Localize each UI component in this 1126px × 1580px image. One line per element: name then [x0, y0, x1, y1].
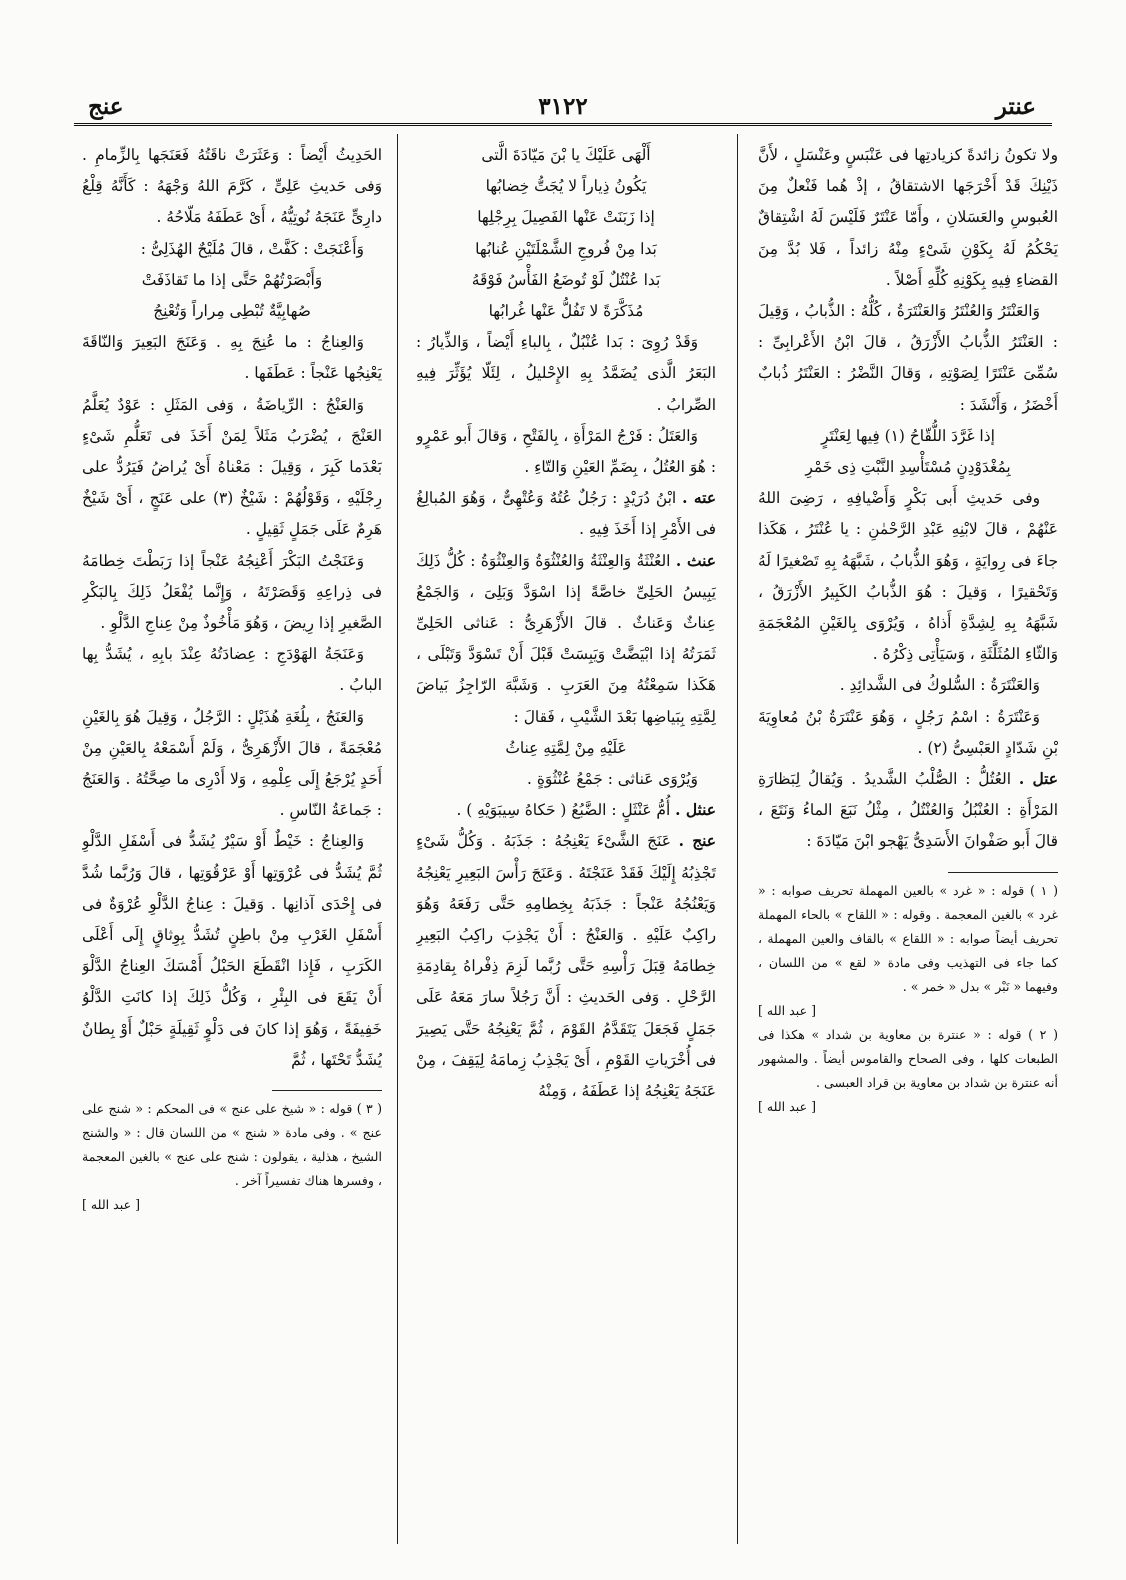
- header-rule: [74, 123, 1052, 126]
- column-right: [758, 140, 1058, 1540]
- verse-line: وَأَبْصَرْتُهُمْ حَتَّى إذا ما تَقاذَفَتْ: [141, 270, 323, 289]
- running-headword-right: عنتر: [995, 93, 1036, 120]
- verse-line: أَلْهَى عَلَيْكَ يا بْنَ مَيّادَةَ الَّتى: [481, 146, 651, 164]
- entry-text: العُنْثَةُ وَالعِنْثَةُ وَالعُنْثُوَةُ وَالعِنْثُوَةُ : كُلُّ ذَلِكَ يَبِيسُ الحَلِىِّ خاصَّةً إذا اسْوَدَّ وَبَلِىَ ، وَالجَمْعُ عِناثٌ وَعَناثٌ . قالَ الأَزْهَرِىُّ : عَناثى الحَلِىِّ ثَمَرَتُهُ إذا ابْيَضَّتْ وَيَبِسَتْ قَبْلَ أَنْ تَسْوَدَّ وَتَبْلَى ، هَكَذا سَمِعْتُهُ مِنَ العَرَبِ . وَشَبَّهَ الرّاجِزُ بَياضَ لِمَّتِهِ بِبَياضِها بَعْدَ الشَّيْبِ ، فَقالَ :: [416, 551, 716, 726]
- footnote: ( ٣ ) قوله : « شيخ على عنج » فى المحكم : « شنج على عنج » . وفى مادة « شنج » من اللسان قال : « والشنج الشيخ ، هذلية ، يقولون : شنج على عنج » بالغين المعجمة ، وفسرها هناك تفسيراً آخر .: [82, 1101, 382, 1189]
- running-headword-left: عنج: [88, 93, 124, 120]
- entry-headword: عته .: [682, 489, 716, 508]
- verse-line: بِمُغْدَوْدِنٍ مُسْتَأْسِدِ النَّبْتِ ذِى خَمْرِ: [805, 458, 1011, 477]
- paragraph: وَأَعْنَجَتْ : كَفَّتْ ، قالَ مُلَيْحٌ الهُذَلِىُّ :: [140, 239, 364, 258]
- footnote: ( ٢ ) قوله : « عنترة بن معاوية بن شداد » هكذا فى الطبعات كلها ، وفى الصحاح والقاموس أيضاً . والمشهور أنه عنترة بن شداد بن معاوية بن قراد العبسى .: [758, 1026, 1058, 1090]
- paragraph: وَعَنَجْتُ البَكْرَ أَعْنِجُهُ عَنْجاً إذا رَبَطْتَ خِطامَهُ فى ذِراعِهِ وَقَصَرْتَهُ ، وَإِنَّما يُفْعَلُ ذَلِكَ بِالبَكْرِ الصَّغيرِ إذا رِيضَ ، وَهُوَ مَأْخُوذٌ مِنْ عِناجِ الدَّلْوِ .: [82, 551, 382, 633]
- footnote-signature: [ عبد الله ]: [82, 1197, 141, 1213]
- dictionary-entry: [416, 483, 716, 545]
- entry-text: عَنَجَ الشَّىْءَ يَعْنِجُهُ : جَذَبَهُ . وَكُلُّ شَىْءٍ تَجْذِبُهُ إِلَيْكَ فَقَدْ عَنَجْتَهُ . وَعَنَجَ رَأْسَ البَعِيرِ يَعْنِجُهُ وَيَعْنُجُهُ عَنْجاً : جَذَبَهُ بِخِطامِهِ حَتَّى رَفَعَهُ وَهُوَ راكِبٌ عَلَيْهِ . وَالعَنْجُ : أَنْ يَجْذِبَ راكِبُ البَعِيرِ خِطامَهُ قِبَلَ رَأْسِهِ حَتَّى رُبَّما لَزِمَ ذِفْراهُ بِقادِمَةِ الرَّحْلِ . وَفى الحَديثِ : أَنَّ رَجُلاً سارَ مَعَهُ عَلَى جَمَلٍ فَجَعَلَ يَتَقَدَّمُ القَوْمَ ، ثُمَّ يَعْنِجُهُ حَتَّى يَصِيرَ فى أُخْرَياتِ القَوْمِ ، أَىْ يَجْذِبُ زِمامَهُ لِيَقِفَ ، مِنْ عَنَجَهُ يَعْنِجُهُ إذا عَطَفَهُ ، وَمِنْهُ: [416, 832, 716, 1101]
- paragraph: وَالعَنْتَرُ وَالعُنْتَرُ وَالعَنْتَرَةُ ، كُلُّهُ : الذُّبابُ ، وَقِيلَ : العَنْتَرُ الذُّبابُ الأَزْرَقُ ، قالَ ابْنُ الأَعْرابِىِّ : سُمِّىَ عَنْتَرًا لِصَوْتِهِ ، وَقالَ النَّضْرُ : العَنْتَرُ ذُبابٌ أَخْضَرُ ، وَأَنْشَدَ :: [758, 302, 1058, 414]
- dictionary-entry: [416, 546, 716, 733]
- page-header: [0, 0, 1126, 130]
- entry-text: أُمُّ عَنْثَلٍ : الضَّبُعُ ( حَكاهُ سِيبَوَيْهِ ) .: [456, 801, 671, 820]
- column-middle: [416, 140, 716, 1540]
- verse-line: بَدا مِنْ فُروجِ الشَّمْلَتَيْنِ عُنابُها: [475, 239, 657, 258]
- paragraph: وفى حَديثِ أَبى بَكْرٍ وَأَضْيافِهِ ، رَضِىَ اللهُ عَنْهُمْ ، قالَ لابْنِهِ عَبْدِ الرَّحْمٰنِ : يا عُنْتَرُ ، هَكَذا جاءَ فى رِوايَةٍ ، وَهُوَ الذُّبابُ ، شَبَّهَهُ بِهِ تَصْغيرًا لَهُ وَتَحْقيرًا ، وَقيلَ : هُوَ الذُّبابُ الكَبِيرُ الأَزْرَقُ ، شَبَّهَهُ بِهِ لِشِدَّةِ أَذاهُ ، وَيُرْوَى بِالغَيْنِ المُعْجَمَةِ وَالثّاءِ المُثَلَّثَةِ ، وَسَيَأْتِى ذِكْرُهُ .: [758, 489, 1058, 664]
- dictionary-entry: [758, 764, 1058, 858]
- entry-headword: عنثل .: [675, 801, 716, 820]
- paragraph: وَقَدْ رُوِىَ : بَدا عُنْبُلٌ ، بِالباءِ أَيْضاً ، وَالذِّيارُ : البَعَرُ الَّذى يُضَمَّدُ بِهِ الإِحْليلُ ، لِئَلّا يُؤَثِّرَ فِيهِ الصِّرابُ .: [416, 333, 716, 414]
- paragraph: ولا تكونُ زائدةً كزيادتِها فى عَنْبَسٍ وعَنْسَلٍ ، لأَنَّ ذَيْنِكَ قَدْ أَخْرَجَها الاشتقاقُ ، إذْ هُما فَنْعلٌ مِنَ العُبوسِ والعَسَلانِ ، وأَمّا عَنْتَرٌ فَلَيْسَ لَهُ اشْتِقاقٌ يَحْكُمُ لَهُ بِكَوْنِ شَىْءٍ مِنْهُ زائداً ، فَلا بُدَّ مِنَ القضاءِ فِيهِ بِكَوْنِهِ كُلِّهِ أَصْلاً .: [758, 146, 1058, 289]
- entry-headword: عنج .: [678, 832, 716, 851]
- column-left: [82, 140, 382, 1540]
- paragraph: وَالعِناجُ : ما عُنِجَ بِهِ . وَعَنَجَ البَعِيرَ وَالنّاقَةَ يَعْنِجُها عَنْجاً : عَطَفَها .: [82, 333, 382, 383]
- entry-headword: عنث .: [675, 551, 716, 570]
- verse-line: يَكُونُ ذِياراً لا يُجَتُّ خِضابُها: [485, 177, 647, 196]
- verse-line: إذا زَبَنَتْ عَنْها الفَصِيلَ بِرِجْلِها: [477, 208, 655, 227]
- verse-line: صُهابِيَّةٌ تُبْطِى مِراراً وَتُعْنِجُ: [153, 302, 311, 321]
- paragraph: وَالعَتَلُ : فَرْجُ المَرْأَةِ ، بِالفَتْحِ ، وَقالَ أَبو عَمْرٍو : هُوَ العُتُلُ ، بِضَمِّ العَيْنِ وَالتّاءِ .: [416, 426, 716, 477]
- paragraph: وَعَنَجَةُ الهَوْدَجِ : عِضادَتُهُ عِنْدَ بابِهِ ، يُشَدُّ بِها البابُ .: [82, 645, 382, 695]
- paragraph: وَالعَنَجُ ، بِلُغَةِ هُذَيْلٍ : الرَّجُلُ ، وَقِيلَ هُوَ بِالغَيْنِ مُعْجَمَةً ، قالَ الأَزْهَرِىُّ ، وَلَمْ أَسْمَعْهُ بِالعَيْنِ مِنْ أَحَدٍ يُرْجَعُ إِلَى عِلْمِهِ ، وَلا أَدْرِى ما صِحَّتُهُ . وَالعَنَجُ : جَماعَةُ النّاسِ .: [82, 707, 382, 820]
- dictionary-entry: [416, 795, 716, 826]
- entry-text: ابْنُ دُرَيْدٍ : رَجُلٌ عُتُهٌ وَعُتْهِىٌّ ، وَهُوَ المُبالِغُ فى الأَمْرِ إذا أَخَذَ فِيهِ .: [416, 489, 716, 539]
- footnote-signature: [ عبد الله ]: [758, 1098, 817, 1114]
- column-divider: [737, 134, 738, 1544]
- footnote: ( ١ ) قوله : « غرد » بالعين المهملة تحريف صوابه : « غرد » بالغين المعجمة . وقوله : « اللقاح » بالحاء المهملة تحريف أيضاً صوابه : « اللقاع » بالقاف والعين المهملة ، كما جاء فى التهذيب وفى مادة « لقع » من اللسان ، وفيهما « نَبْر » بدل « خمر » .: [758, 882, 1058, 994]
- entry-text: العُتُلُّ : الصُّلْبُ الشَّديدُ . وَيُقالُ لِبَظارَةِ المَرْأَةِ : العُنْبُلُ وَالعُنْتُلُ ، مِثْلُ نَبَعَ الماءُ وَنَتَعَ ، قالَ أَبو صَفْوانَ الأَسَدِىُّ يَهْجو ابْنَ مَيّادَةَ :: [758, 770, 1058, 851]
- paragraph: وَالعِناجُ : خَيْطٌ أَوْ سَيْرٌ يُشَدُّ فى أَسْفَلِ الدَّلْوِ ثُمَّ يُشَدُّ فى عُرْوَتِها أَوْ عَرْقُوَتِها ، قالَ وَرُبَّما شُدَّ فى إِحْدَى آذانِها . وَقيلَ : عِناجُ الدَّلْوِ عُرْوَةٌ فى أَسْفَلِ الغَرْبِ مِنْ باطِنٍ تُشَدُّ بِوِثاقٍ إِلَى أَعْلَى الكَرَبِ ، فَإِذا انْقَطَعَ الحَبْلُ أَمْسَكَ العِناجُ الدَّلْوَ أَنْ يَقَعَ فى البِئْرِ ، وَكُلُّ ذَلِكَ إذا كانَتِ الدَّلْوُ خَفِيفَةً ، وَهُوَ إذا كانَ فى دَلْوٍ ثَقِيلَةٍ حَبْلٌ أَوْ بِطانٌ يُشَدُّ تَحْتَها ، ثُمَّ: [82, 832, 382, 1069]
- footnote-signature: [ عبد الله ]: [758, 1002, 817, 1018]
- paragraph: وَعَنْتَرَةُ : اسْمُ رَجُلٍ ، وَهُوَ عَنْتَرَةُ بْنُ مُعاوِيَةَ بْنِ شَدّادٍ العَبْسِىُّ (٢) .: [758, 707, 1058, 757]
- paragraph: وَالعَنْجُ : الرِّياضَةُ ، وَفى المَثَلِ : عَوْدٌ يُعَلَّمُ العَنْجَ ، يُضْرَبُ مَثَلاً لِمَنْ أَخَذَ فى تَعَلُّمِ شَىْءٍ بَعْدَما كَبِرَ ، وَقِيلَ : مَعْناهُ أَىْ يُراضُ فَيَرُدُّ على رِجْلَيْهِ ، وَقَوْلُهُمْ : شَيْخٌ (٣) على عَنَجٍ ، أَىْ شَيْخٌ هَرِمٌ عَلَى جَمَلٍ ثَقِيلٍ .: [82, 395, 382, 539]
- footnote-rule: [948, 872, 1058, 873]
- entry-headword: عتل .: [1018, 770, 1058, 789]
- dictionary-entry: [416, 826, 716, 1107]
- verse-line: مُذَكَّرَةً لا تَفُلُّ عَنْها غُرابُها: [488, 302, 644, 321]
- verse-line: بَدا عُنْتُلٌ لَوْ تُوضَعُ الفَأْسُ فَوْقَهُ: [471, 270, 661, 289]
- paragraph: وَيُرْوَى عَناثى : جَمْعُ عُنْثُوَةٍ .: [527, 770, 698, 789]
- footnote-rule: [272, 1090, 382, 1091]
- paragraph: الحَدِيثُ أَيْضاً : وَعَثَرَتْ ناقَتُهُ فَعَنَجَها بِالزِّمامِ . وَفى حَديثِ عَلِىٍّ ، كَرَّمَ اللهُ وَجْهَهُ : كَأَنَّهُ قِلْعُ دارِىٍّ عَنَجَهُ نُوتِيُّهُ ، أَىْ عَطَفَهُ مَلّاحُهُ .: [82, 146, 382, 227]
- paragraph: وَالعَنْتَرَةُ : السُّلوكُ فى الشَّدائِدِ .: [839, 676, 1040, 695]
- page-number: ٣١٢٢: [538, 93, 588, 120]
- verse-line: عَلَيْهِ مِنْ لِمَّتِهِ عِناثُ: [505, 738, 627, 757]
- verse-line: إذا غَرَّدَ اللُّقّاحُ (١) فِيها لِعَنْتَرٍ: [821, 426, 995, 445]
- column-divider: [397, 134, 398, 1544]
